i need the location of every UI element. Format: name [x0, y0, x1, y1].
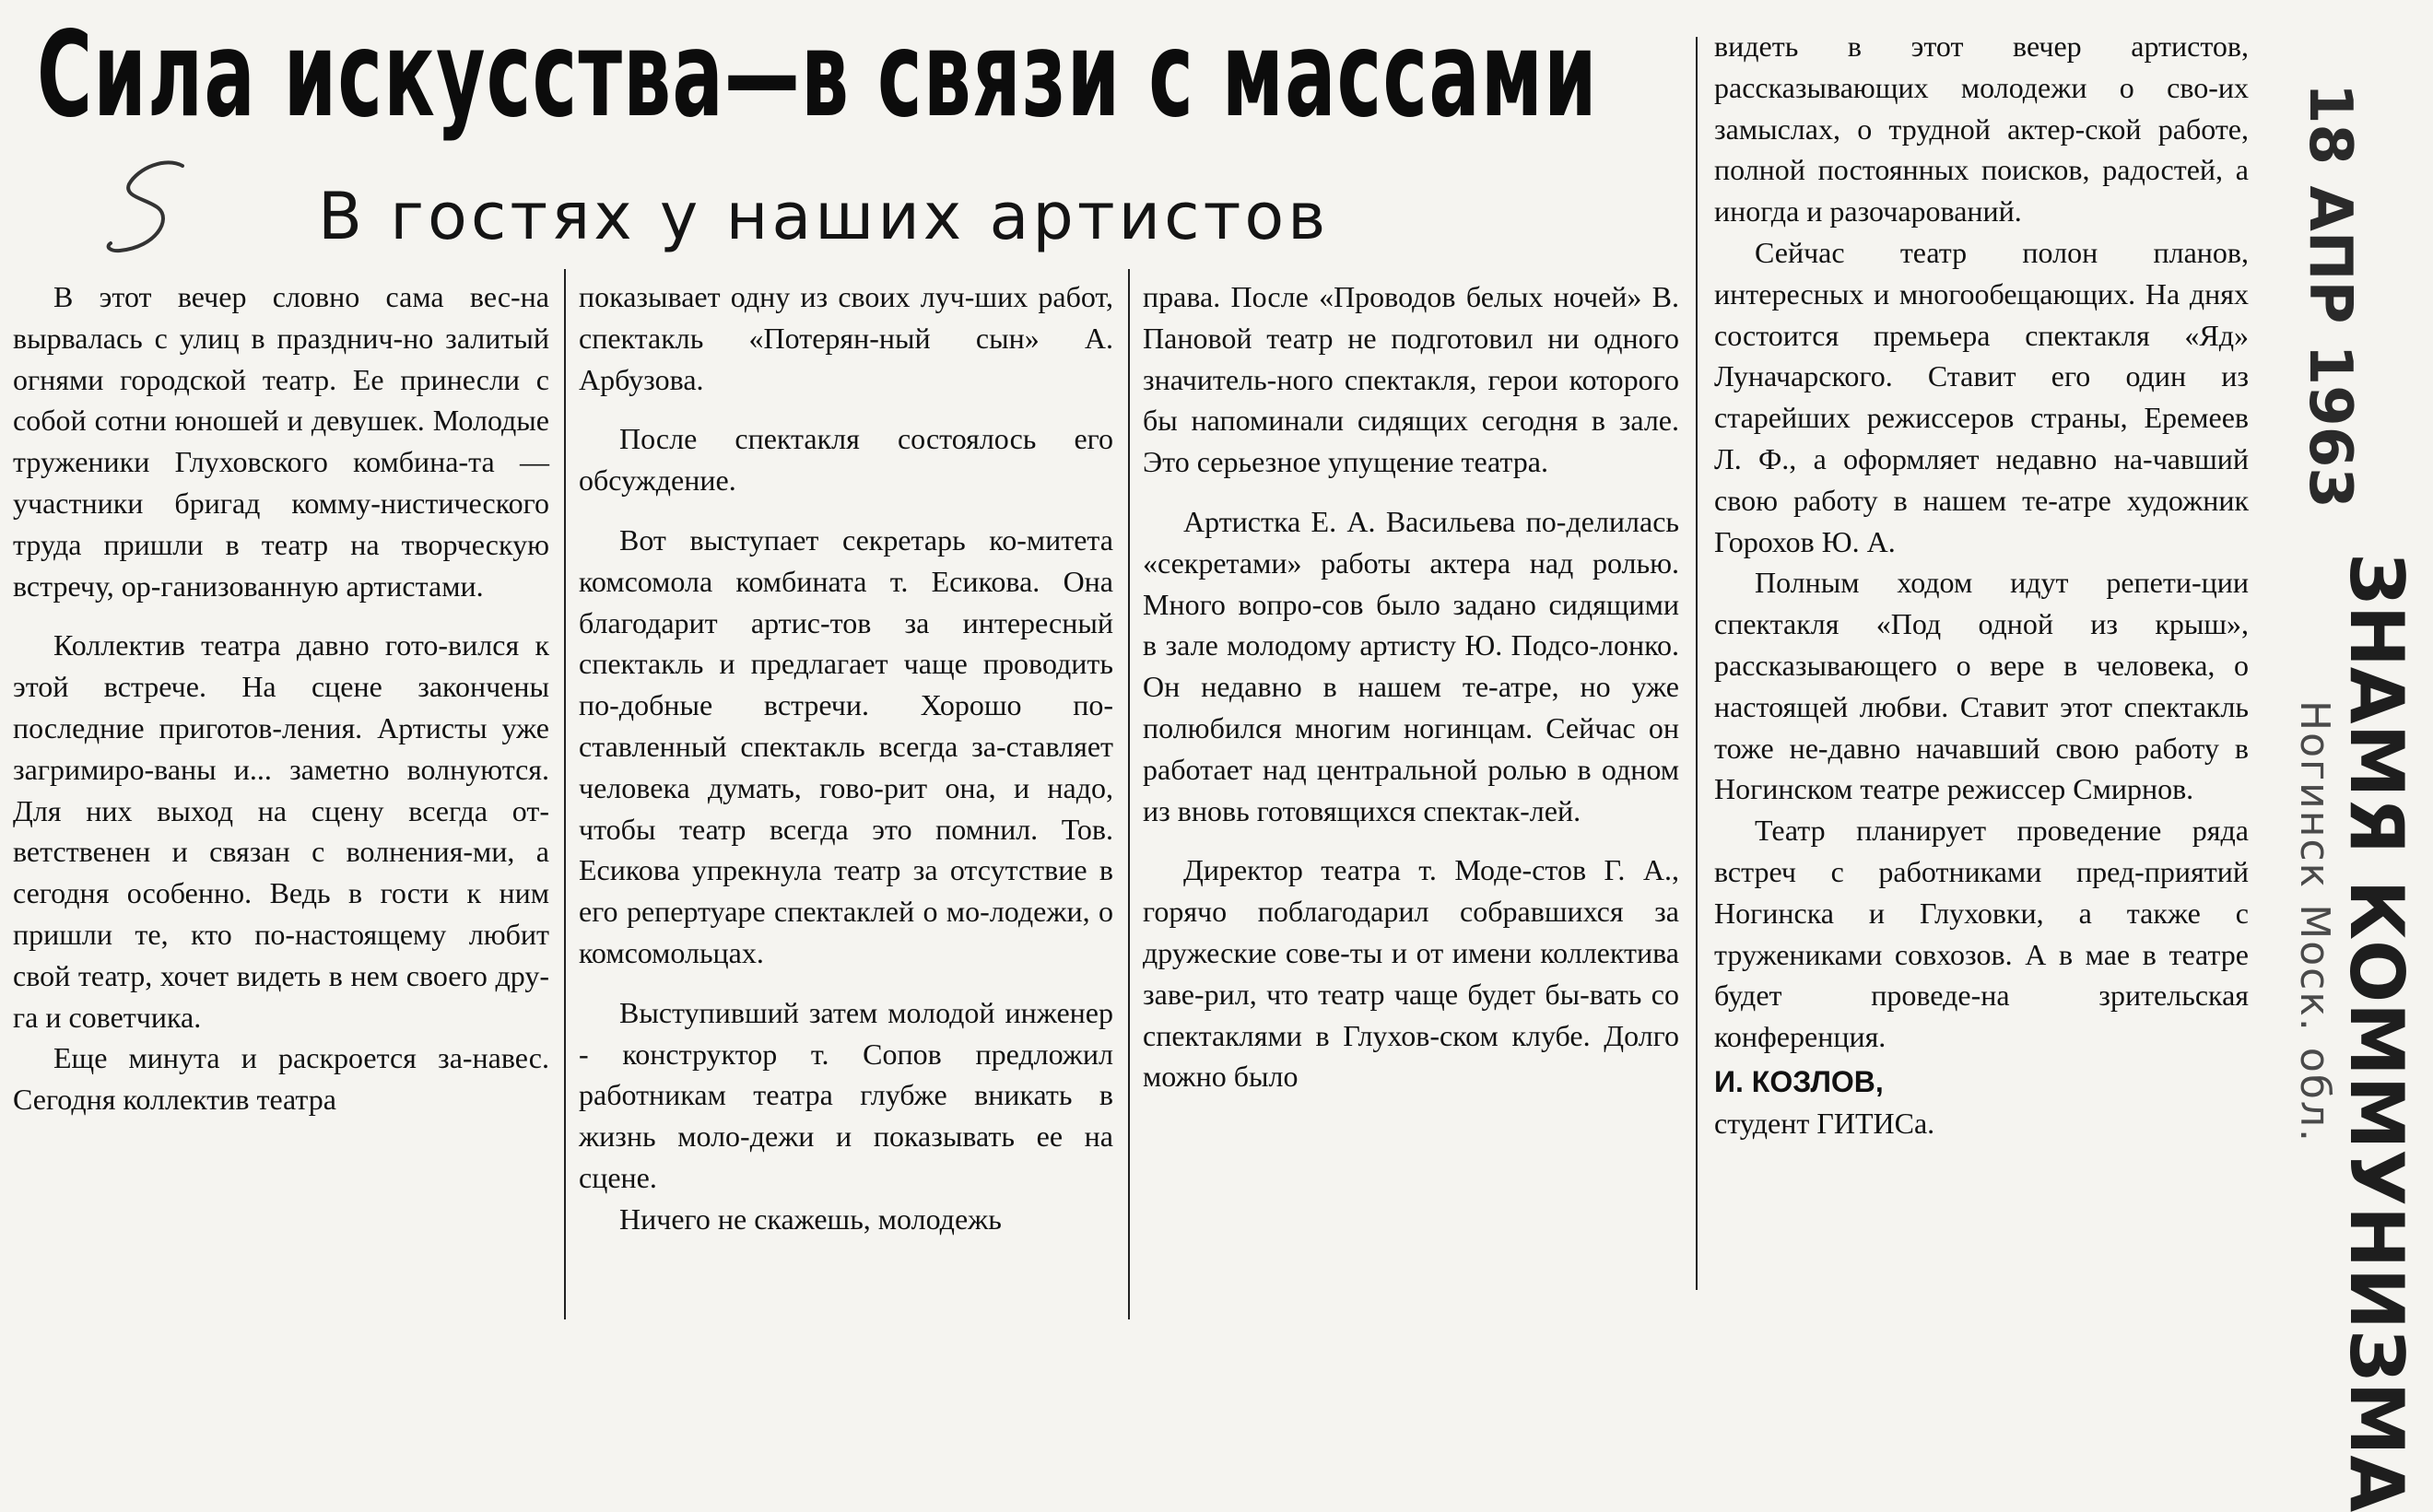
paragraph: Еще минута и раскроется за-навес. Сегодня коллектив театра: [13, 1041, 549, 1117]
article-column-2: [579, 276, 1113, 1240]
paragraph: Выступивший затем молодой инженер - конструктор т. Сопов предложил работникам театра глубже вникать в жизнь моло-дежи и показывать ее на сцене.: [579, 995, 1113, 1194]
column-divider: [1696, 37, 1698, 1290]
paragraph: Артистка Е. А. Васильева по-делилась «секретами» работы актера над ролью. Много вопро-сов было задано сидящими в зале молодому артисту Ю. Подсо-лонко. Он недавно в нашем те-атре, но уже полюбился многим ногинцам. Сейчас он работает над центральной ролью в одном из вновь готовящихся спектак-лей.: [1143, 504, 1679, 827]
paragraph: Театр планирует проведение ряда встреч с работниками пред-приятий Ногинска и Глуховки, а также с тружениками совхозов. А в мае в театре будет проведе-на зрительская конференция.: [1714, 814, 2249, 1054]
paragraph: показывает одну из своих луч-ших работ, спектакль «Потерян-ный сын» А. Арбузова.: [579, 280, 1113, 396]
paragraph: Вот выступает секретарь ко-митета комсомола комбината т. Есикова. Она благодарит артис-тов за интересный спектакль и предлагает чаще проводить по-добные встречи. Хорошо по-ставленный спектакль всегда за-ставляет человека думать, гово-рит она, и надо, чтобы театр всегда это помнил. Тов. Есикова упрекнула театр за отсутствие в его репертуаре спектаклей о мо-лодежи, о комсомольцах.: [579, 522, 1113, 969]
paragraph: видеть в этот вечер артистов, рассказывающих молодежи о сво-их замыслах, о трудной актер-ской работе, полной постоянных поисков, радостей, а иногда и разочарований.: [1714, 29, 2249, 229]
article-headline: Сила искусства—в связи с массами: [37, 6, 1598, 144]
stamp-city: Ногинск Моск. обл.: [2291, 700, 2338, 1144]
paragraph: После спектакля состоялось его обсуждение.: [579, 422, 1113, 498]
paragraph: Полным ходом идут репети-ции спектакля «Под одной из крыш», рассказывающего о вере в человека, о настоящей любви. Ставит этот спектакль тоже не-давно начавший свою работу в Ногинском театре режиссер Смирнов.: [1714, 566, 2249, 806]
stamp-newspaper-title: ЗНАМЯ КОММУНИЗМА: [2333, 553, 2419, 1512]
paragraph: Коллектив театра давно гото-вился к этой встрече. На сцене закончены последние приготов-ления. Артисты уже загримиро-ваны и... заметно волнуются. Для них выход на сцену всегда от-ветственен и связан с волнения-ми, а сегодня особенно. Ведь в гости к ним пришли те, кто по-настоящему любит свой театр, хочет видеть в нем своего дру-га и советчика.: [13, 628, 549, 1034]
paragraph: права. После «Проводов белых ночей» В. Пановой театр не подготовил ни одного значитель-ного спектакля, герои которого бы напоминали сидящих сегодня в зале. Это серьезное упущение театра.: [1143, 280, 1679, 479]
paragraph: В этот вечер словно сама вес-на вырвалась с улиц в празднич-но залитый огнями городской театр. Ее принесли с собой сотни юношей и девушек. Молодые труженики Глуховского комбина-та — участники бригад комму-нистического труда пришли в театр на творческую встречу, ор-ганизованную артистами.: [13, 280, 549, 603]
article-column-3: [1143, 276, 1679, 1097]
paragraph: Сейчас театр полон планов, интересных и многообещающих. На днях состоится премьера спектакля «Яд» Луначарского. Ставит его один из старейших режиссеров страны, Еремеев Л. Ф., а оформляет недавно на-чавший свою работу в нашем те-атре художник Горохов Ю. А.: [1714, 235, 2249, 558]
author-name: И. КОЗЛОВ,: [1714, 1064, 1884, 1098]
column-divider: [564, 269, 566, 1319]
article-column-1: [13, 276, 549, 1120]
paragraph: Директор театра т. Моде-стов Г. А., горячо поблагодарил собравшихся за дружеские сове-ты и от имени коллектива заве-рил, что театр чаще будет бы-вать со спектаклями в Глухов-ском клубе. Долго можно было: [1143, 853, 1679, 1094]
handwritten-number-mark: [92, 147, 212, 267]
newspaper-stamp: [2291, 83, 2419, 1512]
article-column-4: [1714, 26, 2249, 1144]
paragraph: Ничего не скажешь, молодежь: [619, 1201, 1002, 1236]
column-divider: [1128, 269, 1130, 1319]
stamp-date: 18 АПР 1963: [2296, 83, 2364, 509]
author-affiliation: студент ГИТИСа.: [1714, 1106, 1935, 1140]
article-subheadline: В гостях у наших артистов: [318, 179, 1330, 254]
